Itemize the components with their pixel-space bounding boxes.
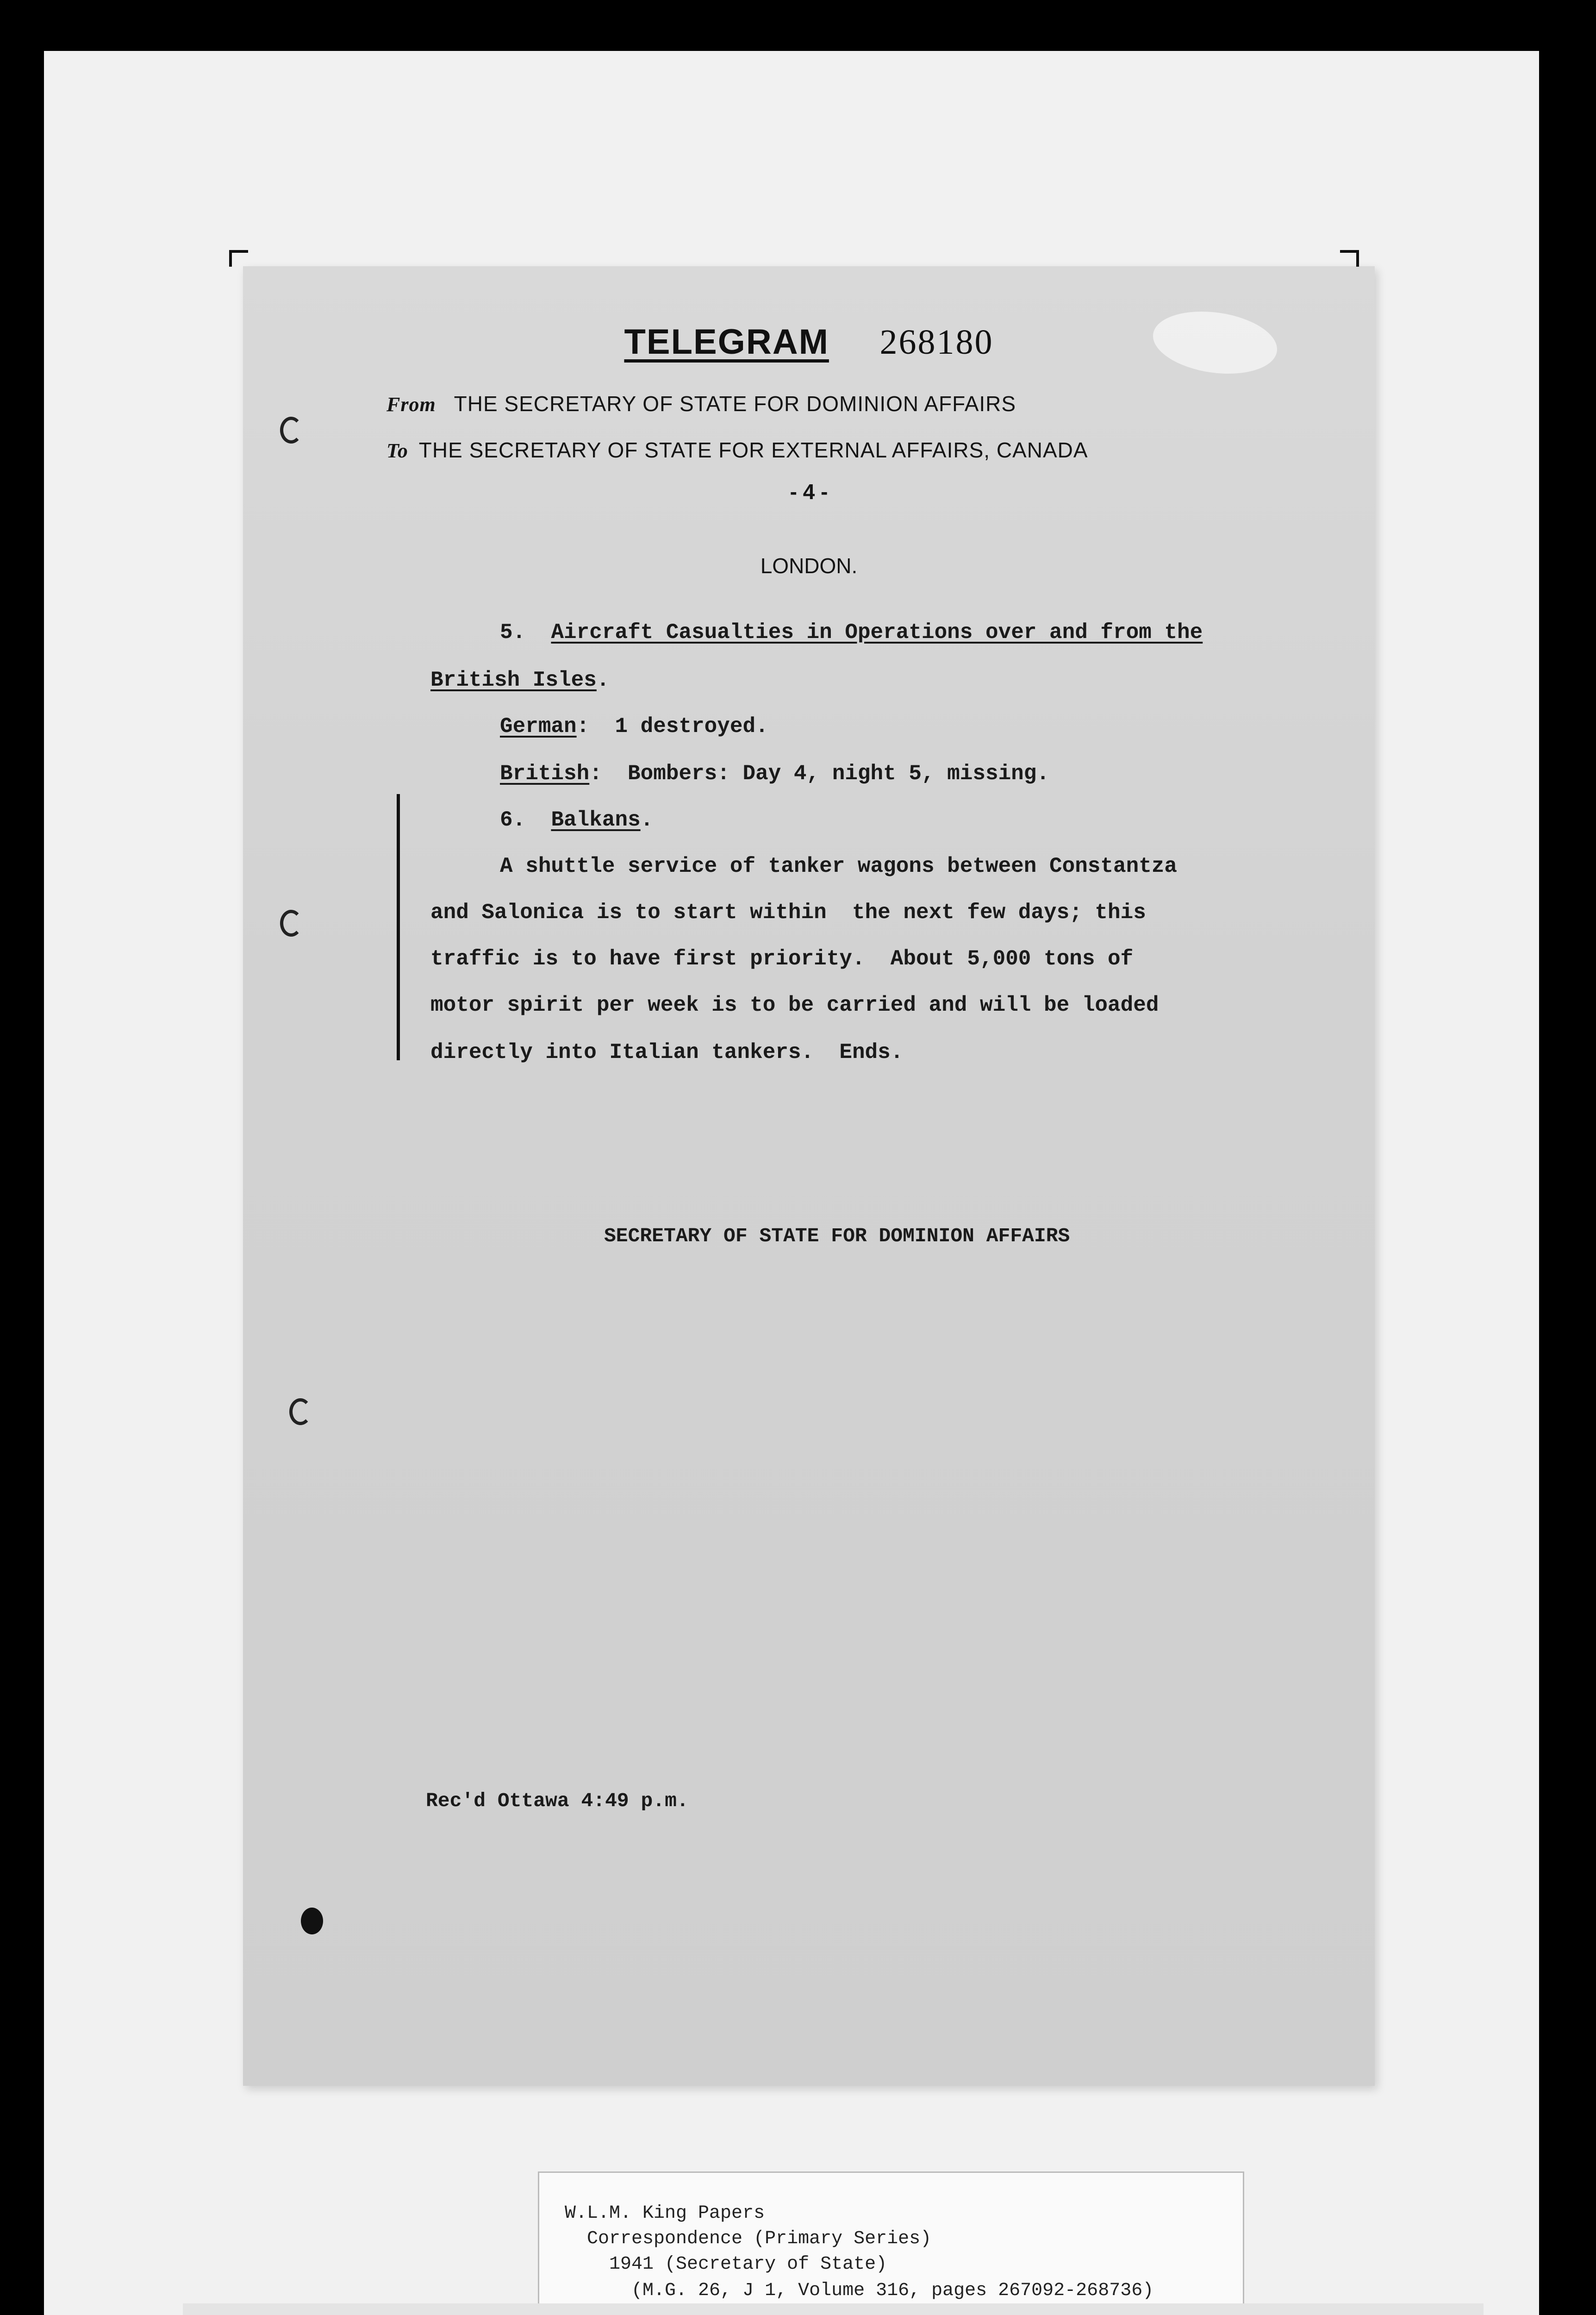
from-label: From	[387, 393, 436, 416]
page-number: - 4 -	[790, 480, 828, 504]
item-6-title-end: .	[640, 808, 654, 832]
item-5-line-2	[430, 668, 609, 692]
telegram-title: TELEGRAM	[624, 322, 829, 362]
to-text: THE SECRETARY OF STATE FOR EXTERNAL AFFAIRS, CANADA	[418, 438, 1088, 462]
ref-line-2: Correspondence (Primary Series)	[565, 2228, 932, 2249]
item-5-title-b: British Isles	[430, 668, 597, 692]
paragraph-line-5: directly into Italian tankers. Ends.	[430, 1040, 904, 1064]
punch-hole-3	[289, 1398, 312, 1425]
item-5-number: 5.	[500, 620, 526, 644]
ref-line-1: W.L.M. King Papers	[565, 2203, 765, 2224]
paragraph-line-4: motor spirit per week is to be carried and will be loaded	[430, 993, 1159, 1017]
paragraph-line-3: traffic is to have first priority. About 5,000 tons of	[430, 947, 1134, 971]
item-6-number: 6.	[500, 808, 526, 832]
punch-hole-2	[280, 910, 302, 937]
paragraph-line-1: A shuttle service of tanker wagons between Constantza	[500, 854, 1178, 878]
punch-hole-4	[301, 1908, 323, 1934]
german-label: German	[500, 714, 577, 738]
item-5-title-a: Aircraft Casualties in Operations over and from the	[551, 620, 1203, 644]
british-label: British	[500, 762, 590, 786]
corner-mark-top-right	[1340, 250, 1359, 267]
to-label: To	[387, 439, 408, 462]
received-time: Rec'd Ottawa 4:49 p.m.	[426, 1789, 689, 1812]
ref-line-3: 1941 (Secretary of State)	[565, 2254, 887, 2275]
place-of-origin: LONDON.	[760, 554, 858, 578]
telegram-header	[243, 322, 1375, 363]
public-archives-stamp	[183, 2303, 1484, 2315]
item-6-line	[500, 808, 653, 832]
corner-mark-top-left	[229, 250, 248, 267]
item-5-title-end: .	[596, 668, 610, 692]
telegram-number: 268180	[879, 323, 994, 362]
telegram-sheet	[243, 266, 1375, 2086]
german-text: : 1 destroyed.	[576, 714, 768, 738]
signature: SECRETARY OF STATE FOR DOMINION AFFAIRS	[604, 1225, 1070, 1247]
item-6-title: Balkans	[551, 808, 641, 832]
to-line	[387, 438, 1088, 463]
german-line	[500, 714, 768, 738]
ref-line-4: (M.G. 26, J 1, Volume 316, pages 267092-268736)	[565, 2280, 1154, 2301]
british-line	[500, 762, 1049, 786]
from-line	[387, 391, 1016, 416]
british-text: : Bombers: Day 4, night 5, missing.	[589, 762, 1049, 786]
item-5-line-1	[500, 620, 1203, 644]
reference-card	[538, 2171, 1244, 2315]
margin-line-mark	[397, 794, 400, 1060]
paragraph-line-2: and Salonica is to start within the next few days; this	[430, 901, 1146, 925]
punch-hole-1	[280, 417, 302, 444]
from-text: THE SECRETARY OF STATE FOR DOMINION AFFAIRS	[454, 392, 1016, 416]
